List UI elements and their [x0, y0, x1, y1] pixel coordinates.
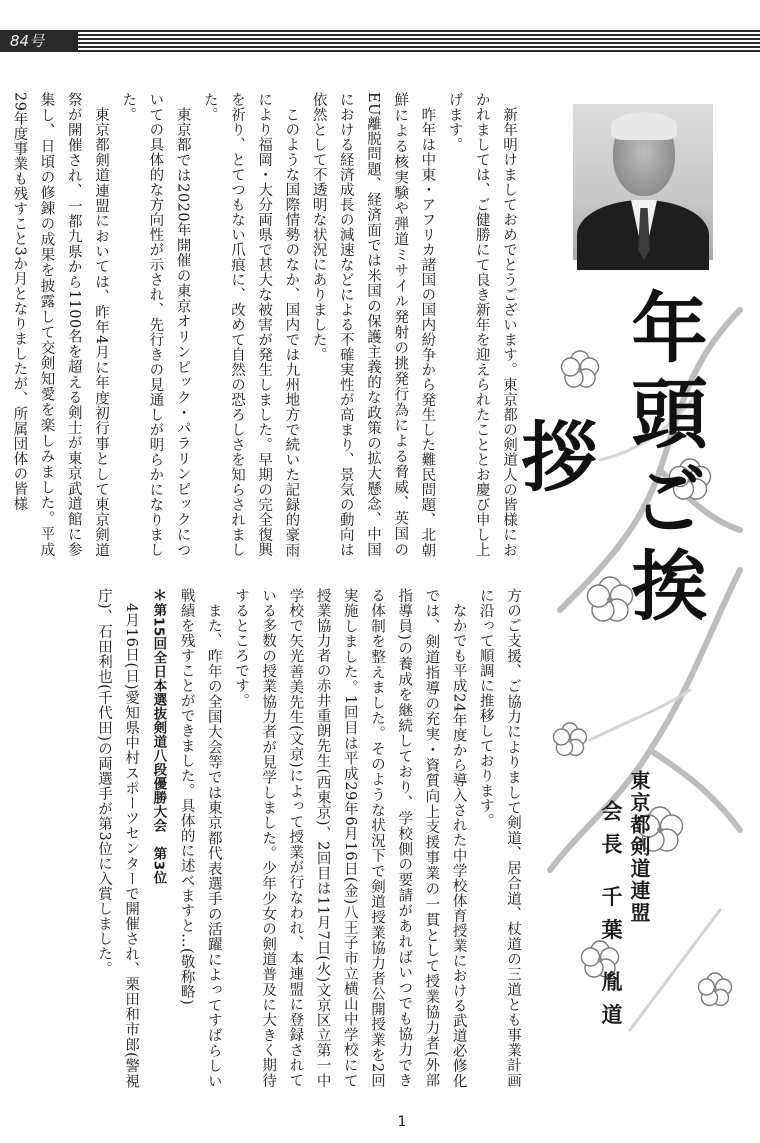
author-name: 会長 千葉 胤道: [599, 800, 624, 1037]
paragraph-support: 方のご支援、ご協力によりまして剣道、居合道、杖道の三道とも事業計画に沿って順調に推移しております。: [477, 588, 521, 1088]
article-body-top: [11, 92, 522, 557]
paragraph-disaster: このような国際情勢のなか、国内では九州地方で続いた記録的豪雨により福岡・大分両県で甚大な被害が発生しました。早期の完全復興を祈り、とてつもない爪痕に、改めて自然の恐ろしさを知らされました。: [201, 92, 300, 557]
organization-name: 東京都剣道連盟: [627, 770, 651, 924]
article-body-bottom: [82, 588, 526, 1088]
paragraph-national-results: また、昨年の全国大会等では東京都代表選手の活躍によってすばらしい戦績を残すことができました。具体的に述べますと…(敬称略): [178, 588, 222, 1088]
paragraph-kendo-festival: 東京都剣道連盟においては、昨年4月に年度初行事として東京剣道祭が開催され、一都九県から1100名を超える剣士が東京武道館に参集し、日頃の修錬の成果を披露して交剣知愛を楽しみました。平成29年度事業も残すこと3か月となりましたが、所属団体の皆様: [11, 92, 109, 557]
result-heading-mark: ＊: [150, 588, 168, 603]
portrait-hair: [611, 112, 677, 140]
paragraph-result-detail: 4月16日(日)愛知県中村スポーツセンターで開催され、栗田和市郎(警視庁)、石田利也(千代田)の両選手が第3位に入賞しました。: [95, 588, 140, 1088]
paragraph-school-program: なかでも平成24年度から導入された中学校体育授業における武道必修化では、剣道指導の充実・資質向上支援事業の一貫として授業協力者(外部指導員)の養成を継続しており、学校側の要請があればいつでも協力できる体制を整えました。そのような状況下で剣道授業協力者公開授業を2回実施しました。1回目は平成29年6月16日(金)八王子市立横山中学校にて授業協力者の赤井重朗先生(西東京)、2回目は11月7日(火)文京区立第一中学校で矢光善美先生(文京)によって授業が行なわれ、本連盟に登録されている多数の授業協力者が見学しました。少年少女の剣道普及に大きく期待するところです。: [232, 588, 467, 1088]
paragraph-world-affairs: 昨年は中東・アフリカ諸国の国内紛争から発生した難民問題、北朝鮮による核実験や弾道ミサイル発射の挑発行為による脅威、英国のEU離脱問題、経済面では米国の保護主義的な政策の拡大懸念、中国における経済成長の減速などによる不確実性が高まり、景気の動向は依然として不透明な状況にありました。: [310, 92, 436, 557]
result-heading: [144, 588, 172, 1088]
issue-number-label: 84号: [0, 30, 78, 52]
chairman-portrait: [573, 104, 713, 260]
paragraph-olympics: 東京都では2020年開催の東京オリンピック・パラリンピックについての具体的な方向性が示され、先行きの見通しが明らかになりました。: [120, 92, 191, 557]
paragraph-greeting: 新年明けましておめでとうございます。東京都の剣道人の皆様におかれましては、ご健勝にて良き新年を迎えられたこととお慶び申し上げます。: [446, 92, 517, 557]
page-number: 1: [397, 1114, 407, 1130]
result-heading-text: 第15回全日本選抜剣道八段優勝大会 第3位: [150, 603, 167, 885]
header-band: [0, 30, 760, 52]
article-title: 年頭ご挨拶: [509, 288, 708, 632]
